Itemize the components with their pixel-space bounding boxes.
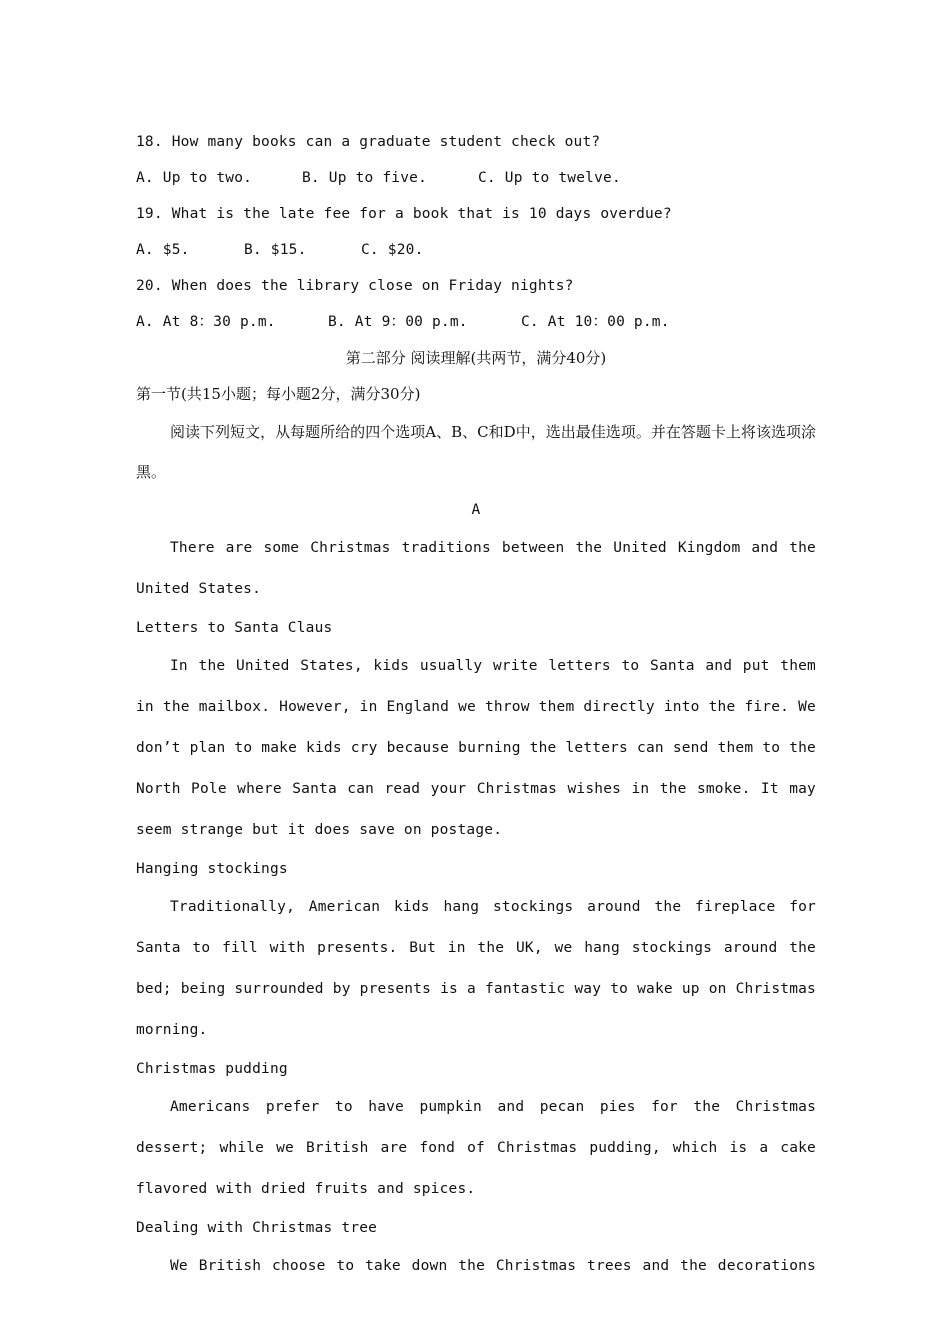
question-19-option-b[interactable]: B. $15.	[244, 242, 307, 258]
question-20-stem: 20. When does the library close on Friday nights?	[136, 278, 574, 294]
section-text-tree: We British choose to take down the Christmas trees and the decorations	[170, 1258, 816, 1274]
section-heading-letters: Letters to Santa Claus	[136, 620, 333, 636]
question-18-options	[136, 160, 816, 196]
question-19-option-a[interactable]: A. $5.	[136, 242, 190, 258]
question-19-option-c[interactable]: C. $20.	[361, 242, 424, 258]
passage-intro: There are some Christmas traditions between the United Kingdom and the United States.	[136, 540, 816, 597]
section-text-letters: In the United States, kids usually write letters to Santa and put them in the mailbox. However, in England we throw them directly into the fire. We don’t plan to make kids cry because burning the letters can send them to the North Pole where Santa can read your Christmas wishes in the smoke. It may seem strange but it does save on postage.	[136, 658, 816, 838]
reading-instruction: 阅读下列短文，从每题所给的四个选项A、B、C和D中，选出最佳选项。并在答题卡上将该选项涂黑。	[136, 423, 816, 481]
question-20-option-b[interactable]: B. At 9：00 p.m.	[328, 314, 468, 330]
section-heading-pudding: Christmas pudding	[136, 1061, 288, 1077]
question-18-option-c[interactable]: C. Up to twelve.	[478, 170, 621, 186]
question-19-options	[136, 232, 816, 268]
passage-label: A	[471, 502, 481, 518]
question-20-option-c[interactable]: C. At 10：00 p.m.	[521, 314, 670, 330]
section-text-pudding: Americans prefer to have pumpkin and pecan pies for the Christmas dessert; while we British are fond of Christmas pudding, which is a cake flavored with dried fruits and spices.	[136, 1099, 816, 1197]
question-18-stem: 18. How many books can a graduate student check out?	[136, 134, 601, 150]
question-19-stem: 19. What is the late fee for a book that is 10 days overdue?	[136, 206, 672, 222]
question-20-option-a[interactable]: A. At 8：30 p.m.	[136, 314, 276, 330]
section-text-stockings: Traditionally, American kids hang stockings around the fireplace for Santa to fill with presents. But in the UK, we hang stockings around the bed; being surrounded by presents is a fantastic way to wake up on Christmas morning.	[136, 899, 816, 1038]
question-20-options	[136, 304, 816, 340]
section-one-title: 第一节(共15小题；每小题2分，满分30分)	[136, 385, 421, 403]
part-two-title: 第二部分 阅读理解(共两节，满分40分)	[345, 349, 607, 367]
question-18-option-a[interactable]: A. Up to two.	[136, 170, 253, 186]
exam-page	[136, 124, 816, 1287]
section-heading-stockings: Hanging stockings	[136, 861, 288, 877]
question-18-option-b[interactable]: B. Up to five.	[302, 170, 428, 186]
section-heading-tree: Dealing with Christmas tree	[136, 1220, 378, 1236]
